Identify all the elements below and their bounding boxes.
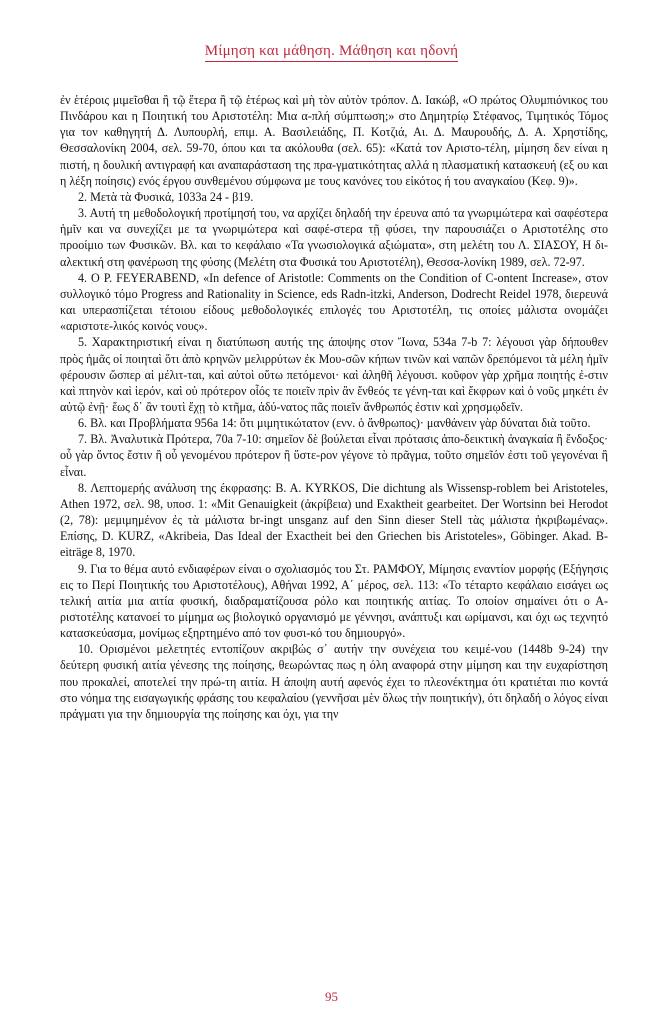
footnote-4: 4. Ο P. FEYERABEND, «In defence of Aristotle: Comments on the Condition of C-ontent Increase», στον συλλογικό τόμο Progress and Rationality in Science, eds Radn-itzki, Anderson, Dodrecht Reidel 1978, διερευνά και υπερασπίζεται τέτοιου είδους μεθοδολογικές επιλογές του Αριστοτέλη, τις οποίες μάλιστα ονομάζει «αριστοτε-λικός κοινός νους».: [60, 270, 608, 334]
running-header: [0, 40, 663, 62]
footnotes-body: [60, 92, 608, 722]
header-title: Μίμηση και μάθηση. Μάθηση και ηδονή: [205, 43, 458, 62]
footnote-9: 9. Για το θέμα αυτό ενδιαφέρων είναι ο σχολιασμός του Στ. ΡΑΜΦΟΥ, Μίμησις εναντίον μορφής (Εξήγησις εις το Περί Ποιητικής του Αριστοτέλους), Αθήναι 1992, Α΄ μέρος, σελ. 113: «Το τέταρτο κεφάλαιο εισάγει ως τελική αιτία μια αιτία φυσική, διαδραματίζουσα ρόλο και ποιητικής αιτίας. Το οποίον σημαίνει ότι ο Α-ριστοτέλης κατανοεί το μίμημα ως βιολογικό οργανισμό με γέννησι, ανάπτυξι και ωρίμανσι, και όχι ως τεχνητό κατασκεύασμα, μονίμως εξηρτημένο από τον φυσι-κό του δημιουργό».: [60, 561, 608, 641]
footnote-7: 7. Βλ. Ἀναλυτικὰ Πρότερα, 70a 7-10: σημεῖον δὲ βούλεται εἶναι πρότασις ἀπο-δεικτικὴ ἀναγκαία ἢ ἔνδοξος· οὗ γὰρ ὄντος ἔστιν ἢ οὗ γενομένου πρότερον ἢ ὕστε-ρον γέγονε τὸ πρᾶγμα, τοῦτο σημεῖόν ἐστι τοῦ γεγονέναι ἢ εἶναι.: [60, 432, 608, 479]
footnote-5: 5. Χαρακτηριστική είναι η διατύπωση αυτής της άποψης στον Ἴωνα, 534a 7-b 7: λέγουσι γὰρ δήπουθεν πρὸς ἡμᾶς οἱ ποιηταὶ ὅτι ἀπὸ κρηνῶν μελιρρύτων ἐκ Μου-σῶν κήπων τινῶν καὶ ναπῶν δρεπόμενοι τὰ μέλη ἡμῖν φέρουσιν ὥσπερ αἱ μέλιτ-ται, καὶ αὐτοὶ οὕτω πετόμενοι· καὶ ἀληθῆ λέγουσι. κοῦφον γὰρ χρῆμα ποιητής ἐ-στιν καὶ πτηνὸν καὶ ἱερόν, καὶ οὐ πρότερον οἷός τε ποιεῖν πρὶν ἂν ἔνθεός τε γένη-ται καὶ ἔκφρων καὶ ὁ νοῦς μηκέτι ἐν αὐτῷ ἐνῇ· ἕως δ᾽ ἂν τουτὶ ἔχῃ τὸ κτῆμα, ἀδύ-νατος πᾶς ποιεῖν ἄνθρωπός ἐστιν καὶ χρησμῳδεῖν.: [60, 335, 608, 414]
page-number: 95: [325, 989, 338, 1004]
footnote-1-continuation: ἐν ἑτέροις μιμεῖσθαι ἢ τῷ ἕτερα ἢ τῷ ἑτέρως καὶ μὴ τὸν αὐτὸν τρόπον. Δ. Ιακώβ, «Ο πρώτος Ολυμπιόνικος του Πινδάρου και η Ποιητική του Αριστοτέλη: Μια α-πλή σύμπτωση;» στο Δημητρίῳ Στέφανος, Τιμητικός Τόμος για τον καθηγητή Δ. Λυπουρλή, επιμ. Α. Βασιλειάδης, Π. Κοτζιά, Αι. Δ. Μαυρουδής, Δ. Α. Χρηστίδης, Θεσσαλονίκη 2004, σελ. 59-70, όπου και τα ακόλουθα (σελ. 65): «Κατά τον Αριστο-τέλη, μίμηση δεν είναι η πιστή, η δουλική αντιγραφή και αναπαράσταση της πρα-γματικότητας αλλά η πλασματική κατασκευή (εξ ου και η λέξη ποίησις) ενός έργου συνθεμένου σύμφωνα με τους κανόνες του εἰκότος ή του αναγκαίου (Κεφ. 9)».: [60, 93, 608, 188]
footnote-10: 10. Ορισμένοι μελετητές εντοπίζουν ακριβώς σ᾽ αυτήν την συνέχεια του κειμέ-νου (1448b 9-24) την δεύτερη φυσική αιτία γένεσης της ποίησης, θεωρώντας πως η όλη αναφορά στην μίμηση και την ευχαρίστηση που προκαλεί, αποτελεί την πρώ-τη αιτία. Η άποψη αυτή αφενός έχει το πλεονέκτημα ότι κρατιέται πιο κοντά στο νόημα της εισαγωγικής φράσης του κεφαλαίου (γεννῆσαι μὲν ὅλως τὴν ποιητικήν), ότι δηλαδή ο λόγος είναι πράγματι για την δημιουργία της ποίησης και όχι, για την: [60, 642, 608, 721]
footnote-8: 8. Λεπτομερής ανάλυση της έκφρασης: B. A. KYRKOS, Die dichtung als Wissensp-roblem bei Aristoteles, Athen 1972, σελ. 98, υποσ. 1: «Mit Genauigkeit (ἀκρίβεια) und Exaktheit gearbeitet. Der Wortsinn bei Herodot (2, 78): μεμιμημένον ἐς τὰ μάλιστα br-ingt unsganz auf den Sinn dieser Stell τὰς μάλιστα ἠκριβωμένας». Επίσης, D. KURZ, «Akribeia, Das Ideal der Exactheit bei den Griechen bis Aristoteles», Göbinger. Akad. B-eiträge 8, 1970.: [60, 480, 608, 560]
footnote-6: 6. Βλ. και Προβλήματα 956a 14: ὅτι μιμητικώτατον (ενν. ὁ ἄνθρωπος)· μανθάνειν γὰρ δύναται διὰ τοῦτο.: [78, 416, 591, 431]
footnote-2: 2. Μετὰ τὰ Φυσικά, 1033a 24 - β19.: [78, 189, 254, 204]
footnote-3: 3. Αυτή τη μεθοδολογική προτίμησή του, να αρχίζει δηλαδή την έρευνα από τα γνωριμώτερα καὶ σαφέστερα ἡμῖν και να συνεχίζει με τα γνωριμώτερα καὶ σαφέ-στερα τῇ φύσει, την παρουσιάζει ο Αριστοτέλης στο προοίμιο των Φυσικῶν. Βλ. και το κεφάλαιο «Τα γνωσιολογικά αξιώματα», στη μελέτη του Λ. ΣΙΑΣΟΥ, Η δι-αλεκτική στη φανέρωση της φύσης (Μελέτη στα Φυσικά του Αριστοτέλη), Θεσσα-λονίκη 1989, σελ. 72-97.: [60, 206, 608, 269]
